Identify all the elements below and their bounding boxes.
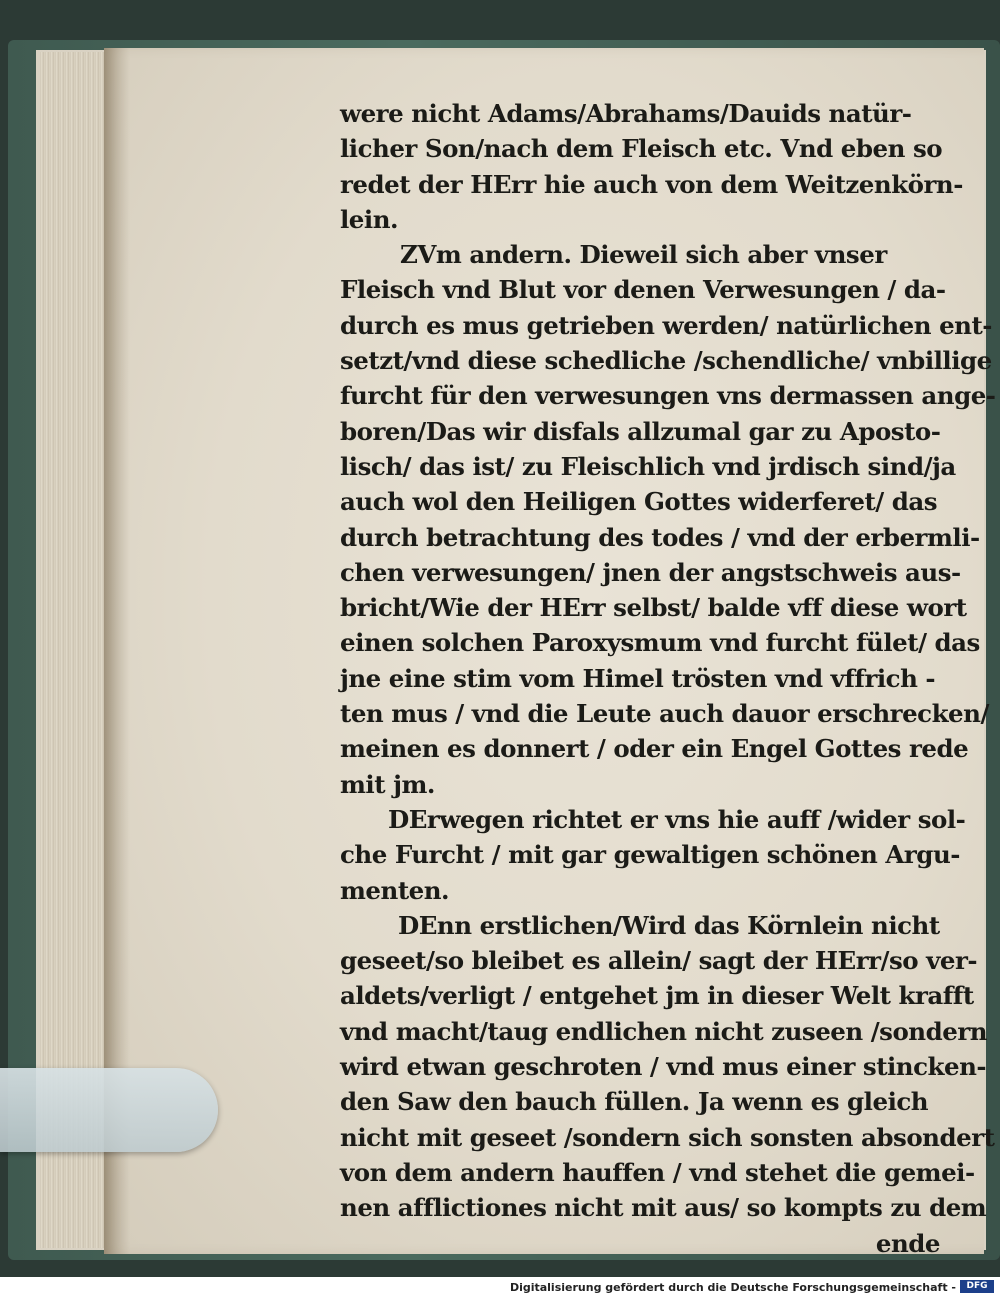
text-line: wird etwan geschroten / vnd mus einer stincken- xyxy=(340,1052,987,1082)
text-line: bricht/Wie der HErr selbst/ balde vff diese wort xyxy=(340,593,967,623)
text-line: lisch/ das ist/ zu Fleischlich vnd jrdisch sind/ja xyxy=(340,451,956,481)
dfg-logo: DFG xyxy=(960,1280,994,1293)
text-line: auch wol den Heiligen Gottes widerferet/ das xyxy=(340,487,938,517)
text-line: aldets/verligt / entgehet jm in dieser Welt krafft xyxy=(340,981,974,1011)
page-holder-clip xyxy=(0,1068,218,1152)
text-line: jne eine stim vom Himel trösten vnd vffrich - xyxy=(340,663,936,693)
text-line: menten. xyxy=(340,875,450,905)
text-line: mit jm. xyxy=(340,769,435,799)
text-line: DEnn erstlichen/Wird das Körnlein nicht xyxy=(398,910,940,940)
catchword: ende xyxy=(875,1228,940,1258)
text-line: durch betrachtung des todes / vnd der erbermli- xyxy=(340,522,980,552)
text-line: ZVm andern. Dieweil sich aber vnser xyxy=(400,240,887,270)
text-line: geseet/so bleibet es allein/ sagt der HErr/so ver- xyxy=(340,946,978,976)
text-line: redet der HErr hie auch von dem Weitzenkörn- xyxy=(340,169,963,199)
text-line: ten mus / vnd die Leute auch dauor erschrecken/ xyxy=(340,699,989,729)
text-line: DErwegen richtet er vns hie auff /wider sol- xyxy=(388,804,966,834)
text-line: durch es mus getrieben werden/ natürlichen ent- xyxy=(340,310,992,340)
funding-credit: Digitalisierung gefördert durch die Deutsche Forschungsgemeinschaft - xyxy=(509,1281,956,1294)
text-line: Fleisch vnd Blut vor denen Verwesungen / da- xyxy=(340,275,946,305)
text-line: furcht für den verwesungen vns dermassen ange- xyxy=(340,381,996,411)
text-line: nen afflictiones nicht mit aus/ so kompts zu dem xyxy=(340,1193,987,1223)
text-line: vnd macht/taug endlichen nicht zuseen /sondern xyxy=(340,1016,988,1046)
text-line: nicht mit geseet /sondern sich sonsten absondert xyxy=(340,1122,995,1152)
page-text xyxy=(340,96,996,1261)
text-line: von dem andern hauffen / vnd stehet die gemei- xyxy=(340,1157,975,1187)
text-line: einen solchen Paroxysmum vnd furcht fület/ das xyxy=(340,628,980,658)
text-line: boren/Das wir disfals allzumal gar zu Aposto- xyxy=(340,416,941,446)
text-line: were nicht Adams/Abrahams/Dauids natür- xyxy=(340,99,912,128)
text-line: den Saw den bauch füllen. Ja wenn es gleich xyxy=(340,1087,929,1117)
text-line: che Furcht / mit gar gewaltigen schönen Argu- xyxy=(340,840,960,870)
text-line: chen verwesungen/ jnen der angstschweis aus- xyxy=(340,557,961,587)
text-line: setzt/vnd diese schedliche /schendliche/ vnbillige xyxy=(340,346,992,376)
text-line: lein. xyxy=(340,204,399,234)
text-line: licher Son/nach dem Fleisch etc. Vnd eben so xyxy=(340,134,943,164)
text-line: meinen es donnert / oder ein Engel Gottes rede xyxy=(340,734,969,764)
